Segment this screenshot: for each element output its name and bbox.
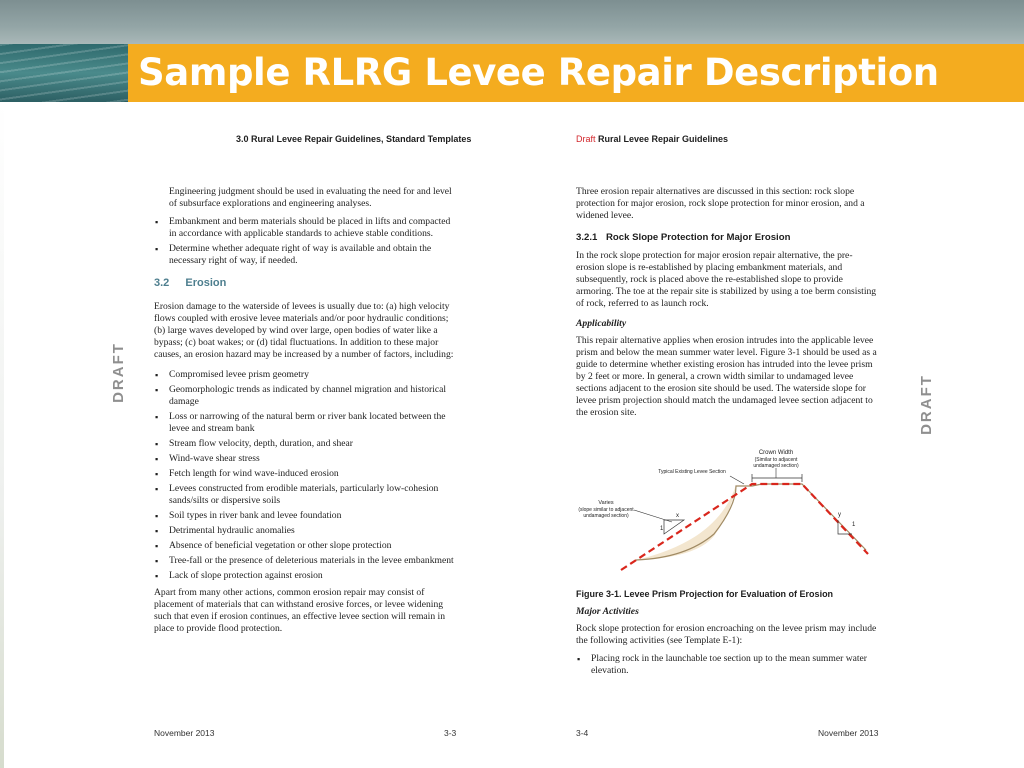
left-intro-para: Engineering judgment should be used in evaluating the need for and level of subsurface explorations and engineering analyses. — [169, 186, 452, 209]
left-page-body — [154, 186, 454, 641]
label-crown-sub1: (Similar to adjacent — [754, 457, 798, 463]
list-item: ▪ Wind-wave shear stress — [154, 453, 454, 465]
label-varies-sub2: undamaged section) — [583, 513, 629, 519]
applicability-para: This repair alternative applies when erosion intrudes into the applicable levee prism and below the mean summer water level. Figure 3-1 should be used as a guide to determine whether existing erosion has intruded into the levee prism by 2 feet or more. In general, a crown width similar to undamaged levee sections adjacent to the erosion site should be used. The waterside slope for levee prism projection should match the undamaged levee section adjacent to the erosion site. — [576, 335, 877, 418]
right-intro-para: Three erosion repair alternatives are discussed in this section: rock slope protection for major erosion, rock slope protection for minor erosion, and a widened levee. — [576, 186, 865, 221]
right-footer-page: 3-4 — [576, 728, 589, 738]
closing-para: Apart from many other actions, common erosion repair may consist of placement of materials that can withstand erosive forces, or levee widening such that even if erosion continues, an effective levee section will remain in place to provide flood protection. — [154, 587, 445, 634]
label-typical: Typical Existing Levee Section — [658, 469, 726, 475]
water-photo-strip — [0, 44, 128, 102]
varies-leader — [634, 510, 672, 522]
right-page-body-bottom — [576, 604, 878, 682]
label-varies: Varies — [598, 500, 614, 506]
list-item: ▪ Stream flow velocity, depth, duration, and shear — [154, 438, 454, 450]
left-footer-page: 3-3 — [444, 728, 457, 738]
title-bar — [128, 44, 1024, 102]
label-one-left: 1 — [660, 526, 664, 532]
eroded-area — [636, 485, 736, 560]
list-item: ▪ Compromised levee prism geometry — [154, 369, 454, 381]
list-item: ▪ Detrimental hydraulic anomalies — [154, 525, 454, 537]
right-footer-date: November 2013 — [818, 728, 879, 738]
list-item: ▪ Placing rock in the launchable toe section up to the mean summer water elevation. — [576, 653, 878, 677]
activities-list — [576, 653, 878, 677]
rock-para: In the rock slope protection for major erosion repair alternative, the pre-erosion slope is re-established by placing embankment materials, and subsequently, rock is placed above the re-established slope to provide armoring. The toe at the repair site is stabilized by using a toe berm consisting of rock, referred to as launch rock. — [576, 250, 877, 309]
levee-prism-figure — [576, 446, 886, 576]
left-footer-date: November 2013 — [154, 728, 215, 738]
slide-title: Sample RLRG Levee Repair Description — [138, 51, 939, 94]
figure-caption: Figure 3-1. Levee Prism Projection for Evaluation of Erosion — [576, 589, 834, 599]
label-y-right: y — [838, 512, 841, 518]
label-x-left: x — [676, 513, 679, 519]
list-item: ▪ Tree-fall or the presence of deleterious materials in the levee embankment — [154, 555, 454, 567]
list-item: ▪ Absence of beneficial vegetation or other slope protection — [154, 540, 454, 552]
applicability-heading: Applicability — [576, 318, 627, 329]
list-item: ▪ Fetch length for wind wave-induced erosion — [154, 468, 454, 480]
subsection-heading — [576, 232, 878, 244]
label-varies-sub1: (slope similar to adjacent — [578, 507, 634, 513]
list-item: ▪ Lack of slope protection against erosion — [154, 570, 454, 582]
existing-levee-profile — [636, 484, 866, 560]
list-item: ▪ Levees constructed from erodible materials, particularly low-cohesion sands/silts or dispersive soils — [154, 483, 454, 507]
header-draft-word: Draft — [576, 134, 596, 144]
left-intro-bullets — [154, 216, 454, 267]
slide-top-band — [0, 0, 1024, 44]
draft-watermark-left: DRAFT — [109, 342, 127, 403]
label-crown-sub2: undamaged section) — [753, 463, 799, 469]
label-one-right: 1 — [852, 522, 856, 528]
list-item: ▪ Loss or narrowing of the natural berm or river bank located between the levee and stream bank — [154, 411, 454, 435]
right-slope-triangle — [838, 520, 852, 534]
subsection-number: 3.2.1 — [576, 232, 598, 243]
right-page-header — [576, 134, 728, 144]
section-heading-erosion — [154, 277, 454, 289]
major-activities-para: Rock slope protection for erosion encroaching on the levee prism may include the following activities (see Template E-1): — [576, 623, 877, 646]
label-crown: Crown Width — [758, 450, 794, 456]
list-item: ▪ Soil types in river bank and levee foundation — [154, 510, 454, 522]
draft-watermark-right: DRAFT — [917, 374, 935, 435]
erosion-factors-list — [154, 369, 454, 582]
list-item: ▪ Embankment and berm materials should be placed in lifts and compacted in accordance with applicable standards to achieve stable conditions. — [154, 216, 454, 240]
subsection-title: Rock Slope Protection for Major Erosion — [606, 232, 791, 243]
section-title: Erosion — [185, 277, 227, 289]
major-activities-heading: Major Activities — [576, 606, 639, 617]
left-edge-decor — [0, 102, 4, 768]
section-number: 3.2 — [154, 277, 170, 289]
list-item: ▪ Geomorphologic trends as indicated by channel migration and historical damage — [154, 384, 454, 408]
left-page-header: 3.0 Rural Levee Repair Guidelines, Standard Templates — [236, 134, 472, 144]
right-page-body-top — [576, 186, 878, 425]
header-title: Rural Levee Repair Guidelines — [595, 134, 729, 144]
erosion-para: Erosion damage to the waterside of levees is usually due to: (a) high velocity flows coupled with erosive levee materials and/or poor hydraulic conditions; (b) large waves developed by wind over large, open bodies of water like a bypass; (c) boat wakes; or (d) tidal fluctuations. In addition to these major causes, an erosion hazard may be increased by a number of factors, including: — [154, 301, 454, 360]
typical-leader — [730, 476, 744, 484]
list-item: ▪ Determine whether adequate right of way is available and obtain the necessary right of way, if needed. — [154, 243, 454, 267]
